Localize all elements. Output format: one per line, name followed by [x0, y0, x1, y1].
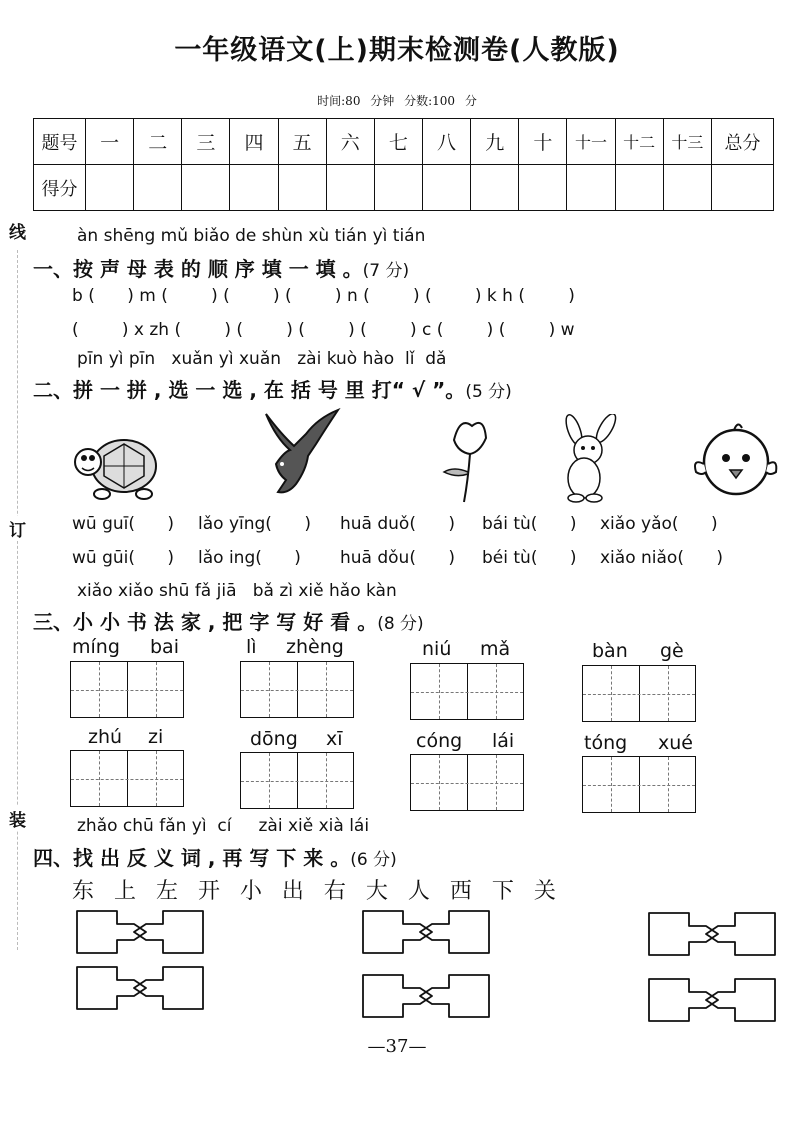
col-10: 十 [519, 119, 567, 165]
score-cell[interactable] [615, 165, 663, 211]
score-cell[interactable] [326, 165, 374, 211]
col-6: 六 [326, 119, 374, 165]
score-cell[interactable] [422, 165, 470, 211]
section2-option-4b[interactable]: béi tù( ) [482, 548, 577, 568]
col-13: 十三 [663, 119, 711, 165]
side-label-line: 线 [9, 218, 26, 243]
col-9: 九 [471, 119, 519, 165]
section2-option-4a[interactable]: bái tù( ) [482, 514, 577, 534]
section2-option-2b[interactable]: lǎo ing( ) [198, 548, 301, 568]
bird-icon [690, 418, 780, 504]
col-11: 十一 [567, 119, 615, 165]
score-table-header-row [34, 119, 774, 165]
col-8: 八 [422, 119, 470, 165]
rabbit-icon [548, 414, 638, 504]
side-label-bind: 订 [9, 516, 26, 541]
antonym-characters: 东 上 左 开 小 出 右 大 人 西 下 关 [72, 879, 558, 904]
grid-pinyin-6a: dōng [250, 728, 298, 750]
col-5: 五 [278, 119, 326, 165]
score-cell[interactable] [134, 165, 182, 211]
grid-pinyin-5b: zi [148, 726, 164, 748]
score-cell[interactable] [230, 165, 278, 211]
grid-pinyin-3b: mǎ [480, 638, 511, 660]
score-cell[interactable] [663, 165, 711, 211]
writing-grid[interactable] [582, 756, 696, 813]
section1-fill-line-2[interactable]: ( ) x zh ( ) ( ) ( ) ( ) c ( ) ( ) w [72, 320, 575, 340]
page-title: 一年级语文(上)期末检测卷(人教版) [174, 35, 620, 66]
section1-heading: 一、按 声 母 表 的 顺 序 填 一 填 。(7 分) [33, 257, 410, 281]
score-cell[interactable] [374, 165, 422, 211]
antonym-pair-box[interactable] [76, 966, 204, 1010]
col-3: 三 [182, 119, 230, 165]
eagle-icon [256, 404, 346, 500]
col-total: 总分 [712, 119, 774, 165]
col-12: 十二 [615, 119, 663, 165]
writing-grid[interactable] [410, 754, 524, 811]
row-header-score: 得分 [34, 165, 86, 211]
section1-pinyin: àn shēng mǔ biǎo de shùn xù tián yì tián [77, 226, 426, 246]
score-cell[interactable] [278, 165, 326, 211]
exam-info: 时间:80 分钟 分数:100 分 [317, 94, 477, 108]
score-cell[interactable] [471, 165, 519, 211]
section4-heading: 四、找 出 反 义 词 , 再 写 下 来 。(6 分) [33, 846, 397, 870]
score-cell[interactable] [567, 165, 615, 211]
writing-grid[interactable] [410, 663, 524, 720]
writing-grid[interactable] [240, 661, 354, 718]
grid-pinyin-1b: bai [150, 636, 179, 658]
grid-pinyin-6b: xī [326, 728, 343, 750]
grid-pinyin-5a: zhú [88, 726, 123, 748]
grid-pinyin-2a: lì [246, 636, 257, 658]
page-number: —37— [367, 1036, 427, 1057]
grid-pinyin-1a: míng [72, 636, 120, 658]
section2-heading: 二、拼 一 拼 , 选 一 选 , 在 括 号 里 打“ √ ”。(5 分) [33, 378, 512, 402]
writing-grid[interactable] [240, 752, 354, 809]
side-label-mount: 装 [9, 806, 26, 831]
section2-option-1a[interactable]: wū guī( ) [72, 514, 175, 534]
section2-option-5b[interactable]: xiǎo niǎo( ) [600, 548, 724, 568]
writing-grid[interactable] [582, 665, 696, 722]
antonym-pair-box[interactable] [648, 912, 776, 956]
writing-grid[interactable] [70, 661, 184, 718]
writing-grid[interactable] [70, 750, 184, 807]
antonym-pair-box[interactable] [648, 978, 776, 1022]
grid-pinyin-2b: zhèng [286, 636, 344, 658]
section1-fill-line-1[interactable]: b ( ) m ( ) ( ) ( ) n ( ) ( ) k h ( ) [72, 286, 575, 306]
turtle-icon [72, 418, 162, 504]
score-table [33, 118, 774, 211]
section4-pinyin: zhǎo chū fǎn yì cí zài xiě xià lái [77, 816, 370, 836]
score-cell[interactable] [86, 165, 134, 211]
grid-pinyin-4a: bàn [592, 640, 628, 662]
score-table-score-row [34, 165, 774, 211]
col-1: 一 [86, 119, 134, 165]
flower-icon [424, 410, 514, 504]
section2-option-5a[interactable]: xiǎo yǎo( ) [600, 514, 718, 534]
antonym-pair-box[interactable] [362, 974, 490, 1018]
binding-line [17, 250, 18, 950]
col-7: 七 [374, 119, 422, 165]
antonym-pair-box[interactable] [76, 910, 204, 954]
section2-pinyin: pīn yì pīn xuǎn yì xuǎn zài kuò hào lǐ dǎ [77, 349, 447, 369]
score-cell[interactable] [712, 165, 774, 211]
score-cell[interactable] [519, 165, 567, 211]
section2-option-1b[interactable]: wū gūi( ) [72, 548, 175, 568]
col-4: 四 [230, 119, 278, 165]
col-2: 二 [134, 119, 182, 165]
grid-pinyin-3a: niú [422, 638, 452, 660]
section3-heading: 三、小 小 书 法 家 , 把 字 写 好 看 。(8 分) [33, 610, 424, 634]
section3-pinyin: xiǎo xiǎo shū fǎ jiā bǎ zì xiě hǎo kàn [77, 581, 397, 601]
score-cell[interactable] [182, 165, 230, 211]
row-header-question-no: 题号 [34, 119, 86, 165]
antonym-pair-box[interactable] [362, 910, 490, 954]
grid-pinyin-7b: lái [492, 730, 515, 752]
grid-pinyin-4b: gè [660, 640, 684, 662]
section2-option-3b[interactable]: huā dǒu( ) [340, 548, 456, 568]
section2-option-3a[interactable]: huā duǒ( ) [340, 514, 456, 534]
section2-option-2a[interactable]: lǎo yīng( ) [198, 514, 311, 534]
grid-pinyin-8a: tóng [584, 732, 628, 754]
grid-pinyin-7a: cóng [416, 730, 463, 752]
grid-pinyin-8b: xué [658, 732, 693, 754]
